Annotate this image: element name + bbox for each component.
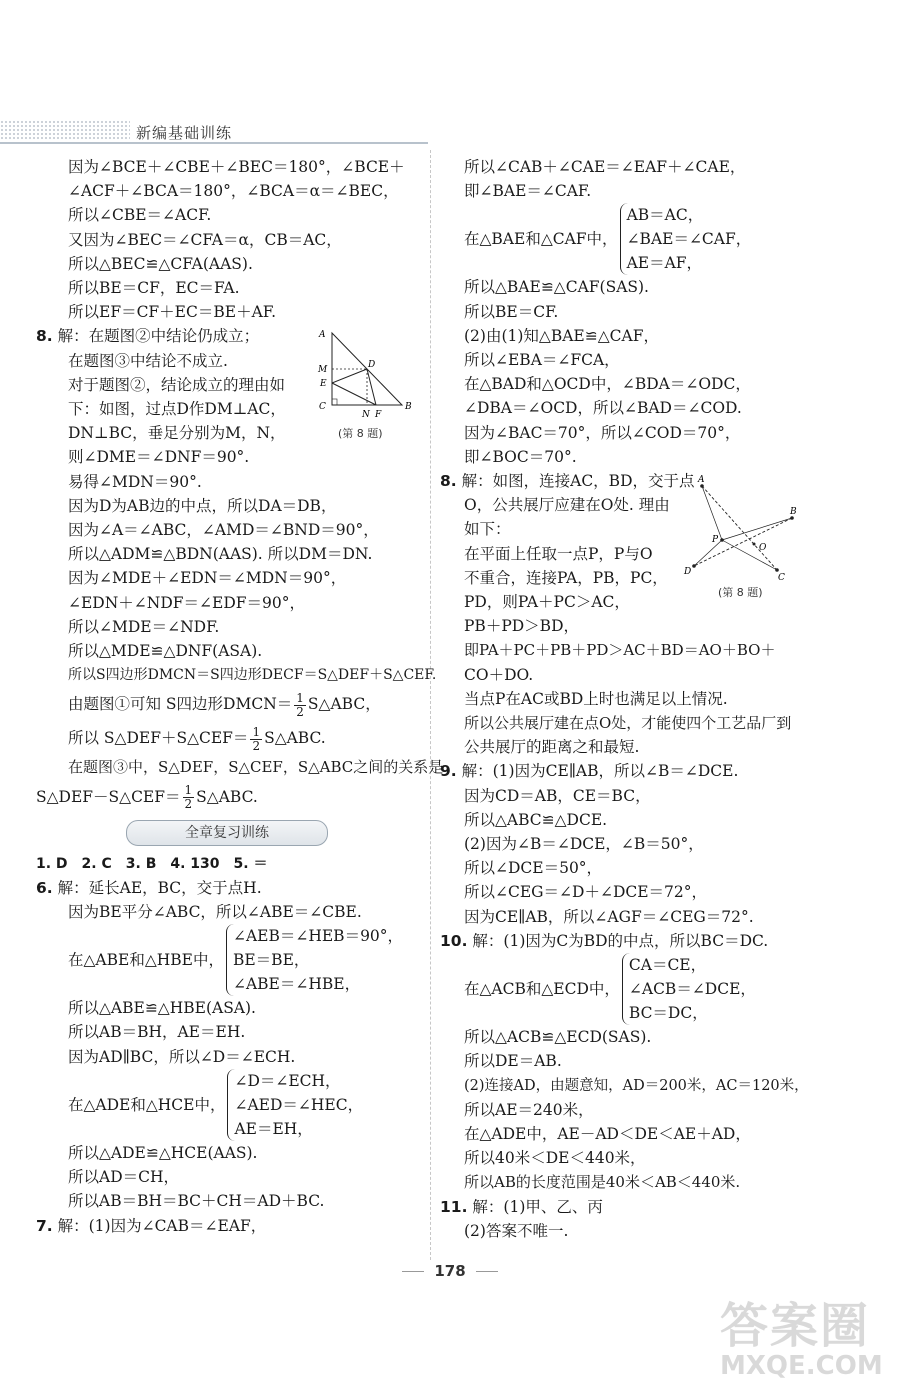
question-number: 9. bbox=[440, 762, 457, 781]
text-line: 所以AD＝CH， bbox=[68, 1168, 179, 1187]
label-c: C bbox=[778, 573, 785, 583]
header-title: 新编基础训练 bbox=[136, 124, 233, 142]
denominator: 2 bbox=[296, 704, 304, 719]
text-line: 因为∠BAC＝70°，所以∠COD＝70°， bbox=[464, 423, 741, 442]
equation-system bbox=[464, 953, 880, 1025]
text-line: (2)由(1)知△BAE≌△CAF， bbox=[464, 326, 659, 345]
text-line: O，公共展厅应建在O处. 理由 bbox=[464, 496, 670, 515]
q6-head-text: 解：延长AE，BC，交于点H. bbox=[57, 878, 262, 897]
brace-group bbox=[226, 924, 403, 996]
brace-group bbox=[620, 203, 752, 275]
text-line: 所以公共展厅建在点O处，才能使四个工艺品厂到 bbox=[464, 714, 792, 733]
text-line: 因为BE平分∠ABC，所以∠ABE＝∠CBE. bbox=[68, 903, 362, 922]
text-line: 在平面上任取一点P，P与O bbox=[464, 544, 653, 563]
fraction-half bbox=[294, 692, 306, 719]
text-line: 所以△ABE≌△HBE(ASA). bbox=[68, 999, 256, 1018]
answers-line: 1. D 2. C 3. B 4. 130 5. ＝ bbox=[36, 855, 268, 872]
text-line: 所以∠CEG＝∠D＋∠DCE＝72°， bbox=[464, 883, 708, 902]
q11-head-text: 解：(1)甲、乙、丙 bbox=[472, 1197, 603, 1216]
text-line: 所以BE＝CF. bbox=[464, 302, 559, 321]
q11-heading bbox=[440, 1195, 880, 1219]
text-line: 所以△ADE≌△HCE(AAS). bbox=[68, 1143, 258, 1162]
q8-right-head-text: 解：如图，连接AC，BD，交于点 bbox=[461, 472, 695, 491]
system-row: AE＝EH， bbox=[234, 1119, 313, 1138]
system-row: CA＝CE， bbox=[628, 956, 707, 975]
label-p: P bbox=[712, 535, 719, 545]
text-line: 因为AD∥BC，所以∠D＝∠ECH. bbox=[68, 1047, 296, 1066]
brace-group bbox=[622, 953, 756, 1025]
text-line: 不重合，连接PA，PB，PC， bbox=[464, 568, 668, 587]
text-line: (2)答案不唯一. bbox=[464, 1221, 569, 1240]
column-divider bbox=[430, 150, 431, 1260]
question-number: 8. bbox=[36, 327, 53, 346]
right-column bbox=[440, 155, 880, 1243]
label-d: D bbox=[368, 360, 376, 370]
text-line: 对于题图②，结论成立的理由如 bbox=[68, 375, 286, 394]
text-line: 因为CE∥AB，所以∠AGF＝∠CEG＝72°. bbox=[464, 907, 754, 926]
text-line: 因为∠A＝∠ABC，∠AMD＝∠BND＝90°， bbox=[68, 521, 379, 540]
text-line: 即∠BOC＝70°. bbox=[464, 447, 577, 466]
fraction-half bbox=[250, 726, 262, 753]
system-row: BE＝BE， bbox=[232, 951, 310, 970]
fraction-line-text: S△ABC. bbox=[264, 729, 326, 748]
text-line: 当点P在AC或BD上时也满足以上情况. bbox=[464, 689, 728, 708]
text-line: 因为∠BCE＋∠CBE＋∠BEC＝180°，∠BCE＋ bbox=[68, 158, 405, 176]
q10-block bbox=[440, 953, 880, 1194]
q10-head-text: 解：(1)因为C为BD的中点，所以BC＝DC. bbox=[472, 931, 769, 950]
q8-right-block bbox=[440, 493, 880, 759]
denominator: 2 bbox=[184, 797, 193, 812]
text-line: 所以△BEC≌△CFA(AAS). bbox=[68, 254, 253, 273]
label-b: B bbox=[405, 402, 412, 412]
system-row: AE＝AF， bbox=[626, 254, 703, 273]
figure-caption: (第 8 题) bbox=[718, 586, 763, 599]
text-line: ∠DBA＝∠OCD，所以∠BAD＝∠COD. bbox=[464, 399, 742, 418]
label-n: N bbox=[362, 410, 370, 420]
fraction-line bbox=[68, 721, 420, 755]
text-line: 在题图③中，S△DEF，S△CEF，S△ABC之间的关系是 bbox=[68, 758, 444, 777]
text-line: (2)因为∠B＝∠DCE，∠B＝50°， bbox=[464, 835, 704, 854]
header-rule bbox=[0, 142, 428, 144]
fraction-line-text: S△ABC. bbox=[196, 787, 258, 806]
text-line: 所以△MDE≌△DNF(ASA). bbox=[68, 642, 263, 661]
numerator: 1 bbox=[184, 783, 193, 798]
label-d: D bbox=[684, 567, 692, 577]
system-row: ∠D＝∠ECH， bbox=[234, 1071, 341, 1090]
label-o: O bbox=[759, 543, 767, 553]
text-line: 所以EF＝CF＋EC＝BE＋AF. bbox=[68, 303, 277, 322]
page-number-text: 178 bbox=[434, 1262, 466, 1280]
question-number: 7. bbox=[36, 1216, 53, 1235]
system-row: ∠ACB＝∠DCE， bbox=[628, 980, 756, 999]
system-row: ∠AEB＝∠HEB＝90°， bbox=[232, 927, 404, 946]
fraction-line-text: S△DEF－S△CEF＝ bbox=[36, 787, 181, 806]
q7-head-text: 解：(1)因为∠CAB＝∠EAF， bbox=[57, 1216, 267, 1235]
text-line: ∠EDN＋∠NDF＝∠EDF＝90°， bbox=[68, 593, 305, 612]
page-number bbox=[0, 1262, 900, 1280]
text-line: 下：如图，过点D作DM⊥AC， bbox=[68, 400, 286, 419]
text-line: 即PA＋PC＋PB＋PD＞AC＋BD＝AO＋BO＋ bbox=[464, 641, 776, 660]
fraction-line bbox=[68, 687, 420, 721]
fraction-line-text: S△ABC， bbox=[307, 695, 381, 714]
watermark-url: MXQE.COM bbox=[720, 1351, 883, 1381]
q7-right-block bbox=[440, 155, 880, 469]
numerator: 1 bbox=[296, 690, 304, 705]
system-row: ∠BAE＝∠CAF， bbox=[626, 230, 752, 249]
label-b: B bbox=[790, 507, 797, 517]
question-number: 6. bbox=[36, 878, 53, 897]
label-c: C bbox=[319, 402, 326, 412]
watermark bbox=[720, 1300, 895, 1385]
text-line: 所以AB＝BH＝BC＋CH＝AD＋BC. bbox=[68, 1192, 325, 1211]
fraction-line-text: 所以 S△DEF＋S△CEF＝ bbox=[68, 729, 249, 748]
q6-block bbox=[36, 900, 420, 1213]
points-diagram bbox=[682, 474, 807, 584]
system-row: BC＝DC， bbox=[628, 1004, 708, 1023]
fraction-line-text: 由题图①可知 S四边形DMCN＝ bbox=[68, 695, 293, 714]
text-line: 所以AB＝BH，AE＝EH. bbox=[68, 1023, 246, 1042]
text-line: 所以AE＝240米， bbox=[464, 1100, 594, 1119]
text-line: 因为CD＝AB，CE＝BC， bbox=[464, 786, 651, 805]
text-line: 所以△ADM≌△BDN(AAS). 所以DM＝DN. bbox=[68, 545, 373, 564]
q6-heading bbox=[36, 876, 420, 900]
system-label: 在△ADE和△HCE中， bbox=[68, 1095, 226, 1114]
q8-right-heading bbox=[440, 469, 880, 493]
text-line: 在△BAD和△OCD中，∠BDA＝∠ODC， bbox=[464, 375, 751, 394]
figure-q8-left bbox=[310, 325, 422, 440]
text-line: 所以△ACB≌△ECD(SAS). bbox=[464, 1028, 652, 1047]
text-line: 因为∠MDE＋∠EDN＝∠MDN＝90°， bbox=[68, 569, 347, 588]
q9-block bbox=[440, 784, 880, 929]
q9-heading bbox=[440, 759, 880, 783]
text-line: 所以40米＜DE＜440米， bbox=[464, 1149, 646, 1168]
text-line: 在△ADE中，AE－AD＜DE＜AE＋AD， bbox=[464, 1124, 751, 1143]
header-decoration bbox=[0, 120, 130, 140]
equation-system bbox=[464, 203, 880, 275]
footer-dash bbox=[476, 1271, 498, 1272]
system-row: ∠ABE＝∠HBE， bbox=[232, 975, 361, 994]
system-row: AB＝AC， bbox=[626, 206, 704, 225]
brace-group bbox=[227, 1069, 363, 1141]
text-line: 所以△BAE≌△CAF(SAS). bbox=[464, 278, 649, 297]
q9-head-text: 解：(1)因为CE∥AB，所以∠B＝∠DCE. bbox=[461, 762, 739, 781]
text-line: 所以△ABC≌△DCE. bbox=[464, 810, 608, 829]
q7-cont-block bbox=[36, 155, 420, 324]
text-line: 所以AB的长度范围是40米＜AB＜440米. bbox=[464, 1173, 741, 1192]
label-f: F bbox=[375, 410, 382, 420]
text-line: 因为D为AB边的中点，所以DA＝DB， bbox=[68, 496, 337, 515]
label-a: A bbox=[698, 475, 705, 485]
text-line: 所以S四边形DMCN＝S四边形DECF＝S△DEF＋S△CEF. bbox=[68, 667, 437, 684]
q7-heading bbox=[36, 1214, 420, 1238]
system-row: ∠AED＝∠HEC， bbox=[234, 1095, 364, 1114]
text-line: 则∠DME＝∠DNF＝90°. bbox=[68, 448, 250, 467]
section-banner: 全章复习训练 bbox=[126, 820, 328, 846]
label-e: E bbox=[320, 379, 327, 389]
text-line: CO＋DO. bbox=[464, 665, 534, 684]
text-line: PB＋PD＞BD， bbox=[464, 617, 579, 636]
figure-caption: (第 8 题) bbox=[338, 427, 383, 440]
fraction-half bbox=[183, 784, 195, 811]
footer-dash bbox=[402, 1271, 424, 1272]
text-line: 在题图③中结论不成立. bbox=[68, 351, 228, 370]
text-line: 所以DE＝AB. bbox=[464, 1052, 562, 1071]
text-line: 所以∠MDE＝∠NDF. bbox=[68, 617, 220, 636]
fraction-line bbox=[36, 780, 420, 814]
q10-heading bbox=[440, 929, 880, 953]
text-line: 所以∠CAB＋∠CAE＝∠EAF＋∠CAE， bbox=[464, 158, 746, 176]
system-label: 在△ABE和△HBE中， bbox=[68, 951, 224, 970]
text-line: 易得∠MDN＝90°. bbox=[68, 472, 202, 491]
text-line: (2)连接AD，由题意知，AD＝200米，AC＝120米， bbox=[464, 1077, 809, 1094]
label-m: M bbox=[318, 365, 328, 375]
numerator: 1 bbox=[252, 724, 261, 739]
question-number: 11. bbox=[440, 1197, 468, 1216]
text-line: 如下： bbox=[464, 520, 511, 539]
label-a: A bbox=[319, 330, 326, 340]
text-line: 所以BE＝CF，EC＝FA. bbox=[68, 279, 240, 298]
text-line: 公共展厅的距离之和最短. bbox=[464, 738, 640, 757]
denominator: 2 bbox=[252, 738, 261, 753]
triangle-diagram bbox=[310, 325, 422, 425]
text-line: PD，则PA＋PC＞AC， bbox=[464, 593, 630, 612]
text-line: 即∠BAE＝∠CAF. bbox=[464, 182, 592, 201]
question-number: 10. bbox=[440, 931, 468, 950]
text-line: ∠ACF＋∠BCA＝180°，∠BCA＝α＝∠BEC， bbox=[68, 182, 399, 201]
equation-system bbox=[68, 1069, 420, 1141]
text-line: 所以∠DCE＝50°， bbox=[464, 859, 603, 878]
system-label: 在△ACB和△ECD中， bbox=[464, 979, 620, 998]
text-line: 又因为∠BEC＝∠CFA＝α，CB＝AC， bbox=[68, 230, 342, 249]
watermark-text: 答案圈 bbox=[720, 1298, 871, 1354]
equation-system bbox=[68, 924, 420, 996]
system-label: 在△BAE和△CAF中， bbox=[464, 230, 618, 249]
text-line: DN⊥BC，垂足分别为M，N， bbox=[68, 424, 286, 443]
figure-q8-right bbox=[682, 474, 807, 602]
question-number: 8. bbox=[440, 472, 457, 491]
left-column bbox=[36, 155, 444, 1238]
q11-block bbox=[440, 1219, 880, 1243]
text-line: 所以∠EBA＝∠FCA， bbox=[464, 351, 620, 370]
q8-head-text: 解：在题图②中结论仍成立； bbox=[57, 327, 260, 346]
text-line: 所以∠CBE＝∠ACF. bbox=[68, 206, 212, 225]
